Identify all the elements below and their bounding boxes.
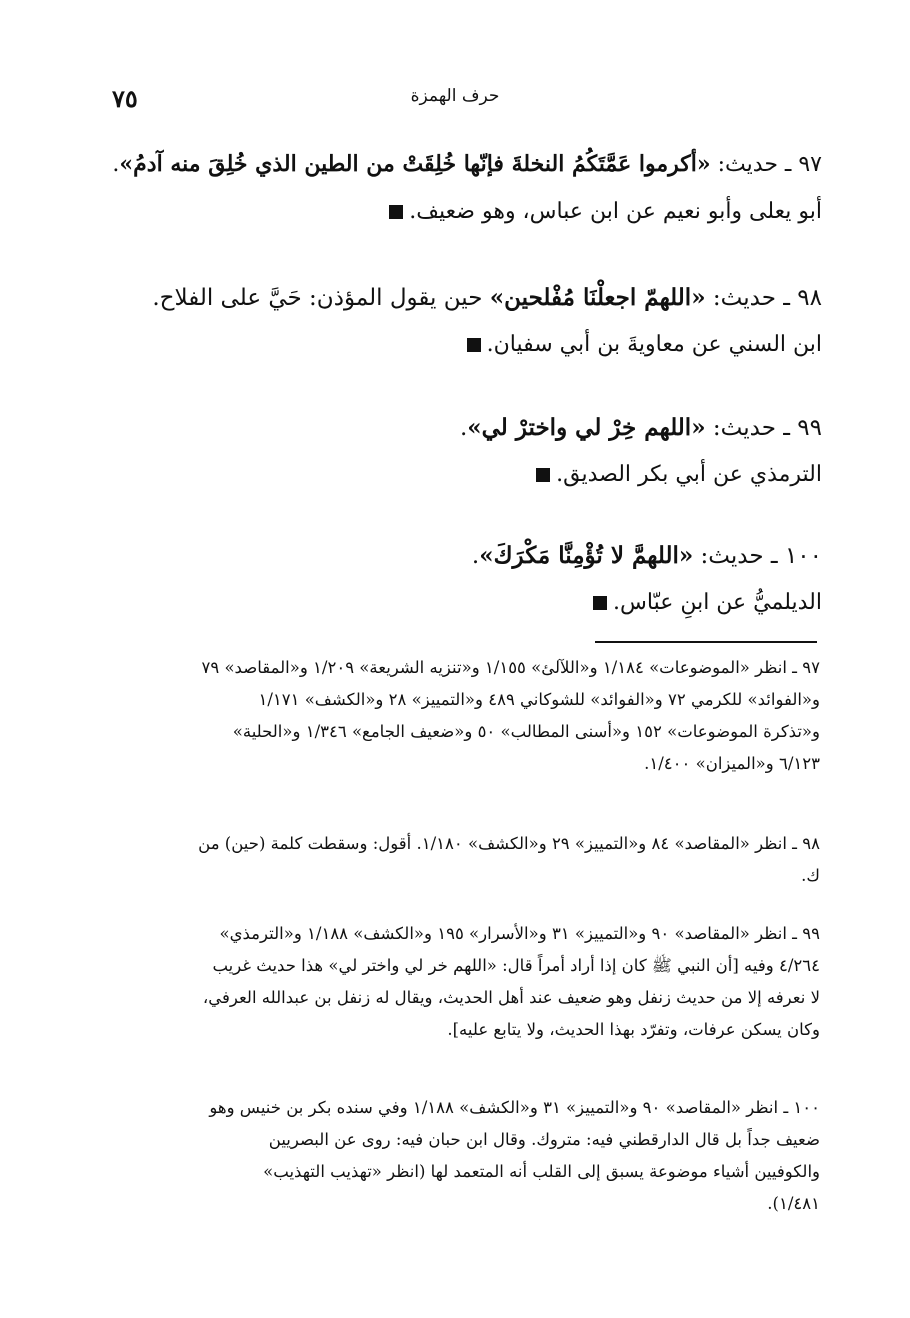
hadith-text xyxy=(102,404,822,452)
hadith-suffix: . xyxy=(471,543,480,569)
hadith-source-text: الترمذي عن أبي بكر الصديق. xyxy=(556,462,822,487)
footnote-line: ١٠٠ ـ انظر «المقاصد» ٩٠ و«التمييز» ٣١ و«الكشف» ١/١٨٨ وفي سنده بكر بن خنيس وهو xyxy=(209,1098,820,1117)
hadith-prefix: ٩٩ ـ حديث: xyxy=(705,415,822,441)
hadith-text xyxy=(102,532,822,580)
hadith-source-text: ابن السني عن معاويةَ بن أبي سفيان. xyxy=(486,332,822,357)
end-mark-icon xyxy=(467,338,481,352)
hadith-source xyxy=(102,580,822,626)
hadith-prefix: ١٠٠ ـ حديث: xyxy=(693,543,822,569)
hadith-source-text: أبو يعلى وأبو نعيم عن ابن عباس، وهو ضعيف. xyxy=(409,199,822,224)
footnote-99 xyxy=(100,918,820,1046)
footnote-line: ١/٤٨١). xyxy=(767,1194,820,1213)
hadith-quote: «اللهمَّ لا تُؤْمِنَّا مَكْرَكَ» xyxy=(479,542,694,569)
hadith-source-text: الديلميُّ عن ابنِ عبّاس. xyxy=(613,590,822,615)
hadith-source xyxy=(102,322,822,368)
footnote-line: ٩٨ ـ انظر «المقاصد» ٨٤ و«التمييز» ٢٩ و«الكشف» ١/١٨٠. أقول: وسقطت كلمة (حين) من xyxy=(198,834,820,853)
running-header: حرف الهمزة xyxy=(410,86,500,106)
hadith-entry-100 xyxy=(102,532,822,626)
hadith-suffix: حين يقول المؤذن: حَيَّ على الفلاح. xyxy=(152,285,490,311)
footnote-line: والكوفيين أشياء موضوعة يسبق إلى القلب أنه المتعمد لها (انظر «تهذيب التهذيب» xyxy=(263,1162,820,1181)
hadith-quote: «اللهم خِرْ لي واخترْ لي» xyxy=(467,414,706,441)
footnote-line: ضعيف جداً بل قال الدارقطني فيه: متروك. وقال ابن حبان فيه: روى عن البصريين xyxy=(268,1130,820,1149)
hadith-text xyxy=(102,274,822,322)
hadith-prefix: ٩٨ ـ حديث: xyxy=(705,285,822,311)
footnote-100 xyxy=(100,1092,820,1220)
end-mark-icon xyxy=(593,596,607,610)
footnote-line: وكان يسكن عرفات، وتفرّد بهذا الحديث، ولا يتابع عليه]. xyxy=(447,1020,820,1039)
footnote-separator xyxy=(595,641,817,643)
footnote-line: لا نعرفه إلا من حديث زنفل وهو ضعيف عند أهل الحديث، ويقال له زنفل بن عبدالله العرفي، xyxy=(202,988,820,1007)
footnote-line: ٦/١٢٣ و«الميزان» ١/٤٠٠. xyxy=(644,754,820,773)
page-number: ٧٥ xyxy=(112,84,138,113)
hadith-suffix: . xyxy=(112,152,120,177)
footnote-line: ك. xyxy=(801,866,820,885)
footnote-line: ٩٩ ـ انظر «المقاصد» ٩٠ و«التمييز» ٣١ و«الأسرار» ١٩٥ و«الكشف» ١/١٨٨ و«الترمذي» xyxy=(219,924,820,943)
hadith-text xyxy=(102,140,822,189)
end-mark-icon xyxy=(389,205,403,219)
footnote-97 xyxy=(100,652,820,780)
hadith-prefix: ٩٧ ـ حديث: xyxy=(710,152,822,177)
hadith-source xyxy=(102,452,822,498)
hadith-entry-98 xyxy=(102,274,822,368)
end-mark-icon xyxy=(536,468,550,482)
footnote-line: و«الفوائد» للكرمي ٧٢ و«الفوائد» للشوكاني ٤٨٩ و«التمييز» ٢٨ و«الكشف» ١/١٧١ xyxy=(258,690,820,709)
footnote-98 xyxy=(100,828,820,892)
footnote-line: ٩٧ ـ انظر «الموضوعات» ١/١٨٤ و«اللآلئ» ١/١٥٥ و«تنزيه الشريعة» ١/٢٠٩ و«المقاصد» ٧٩ xyxy=(201,658,820,677)
footnote-line: و«تذكرة الموضوعات» ١٥٢ و«أسنى المطالب» ٥٠ و«ضعيف الجامع» ١/٣٤٦ و«الحلية» xyxy=(232,722,820,741)
hadith-source xyxy=(102,189,822,235)
hadith-suffix: . xyxy=(459,415,468,441)
hadith-quote: «اللهمّ اجعلْنَا مُفْلحين» xyxy=(489,284,706,311)
hadith-entry-97 xyxy=(102,140,822,235)
hadith-quote: «أكرموا عَمَّتَكُمُ النخلةَ فإنّها خُلِقَتْ من الطين الذي خُلِقَ منه آدمُ» xyxy=(119,151,711,177)
footnote-line: ٤/٢٦٤ وفيه [أن النبي ﷺ كان إذا أراد أمراً قال: «اللهم خر لي واختر لي» هذا حديث غريب xyxy=(212,956,820,975)
hadith-entry-99 xyxy=(102,404,822,498)
